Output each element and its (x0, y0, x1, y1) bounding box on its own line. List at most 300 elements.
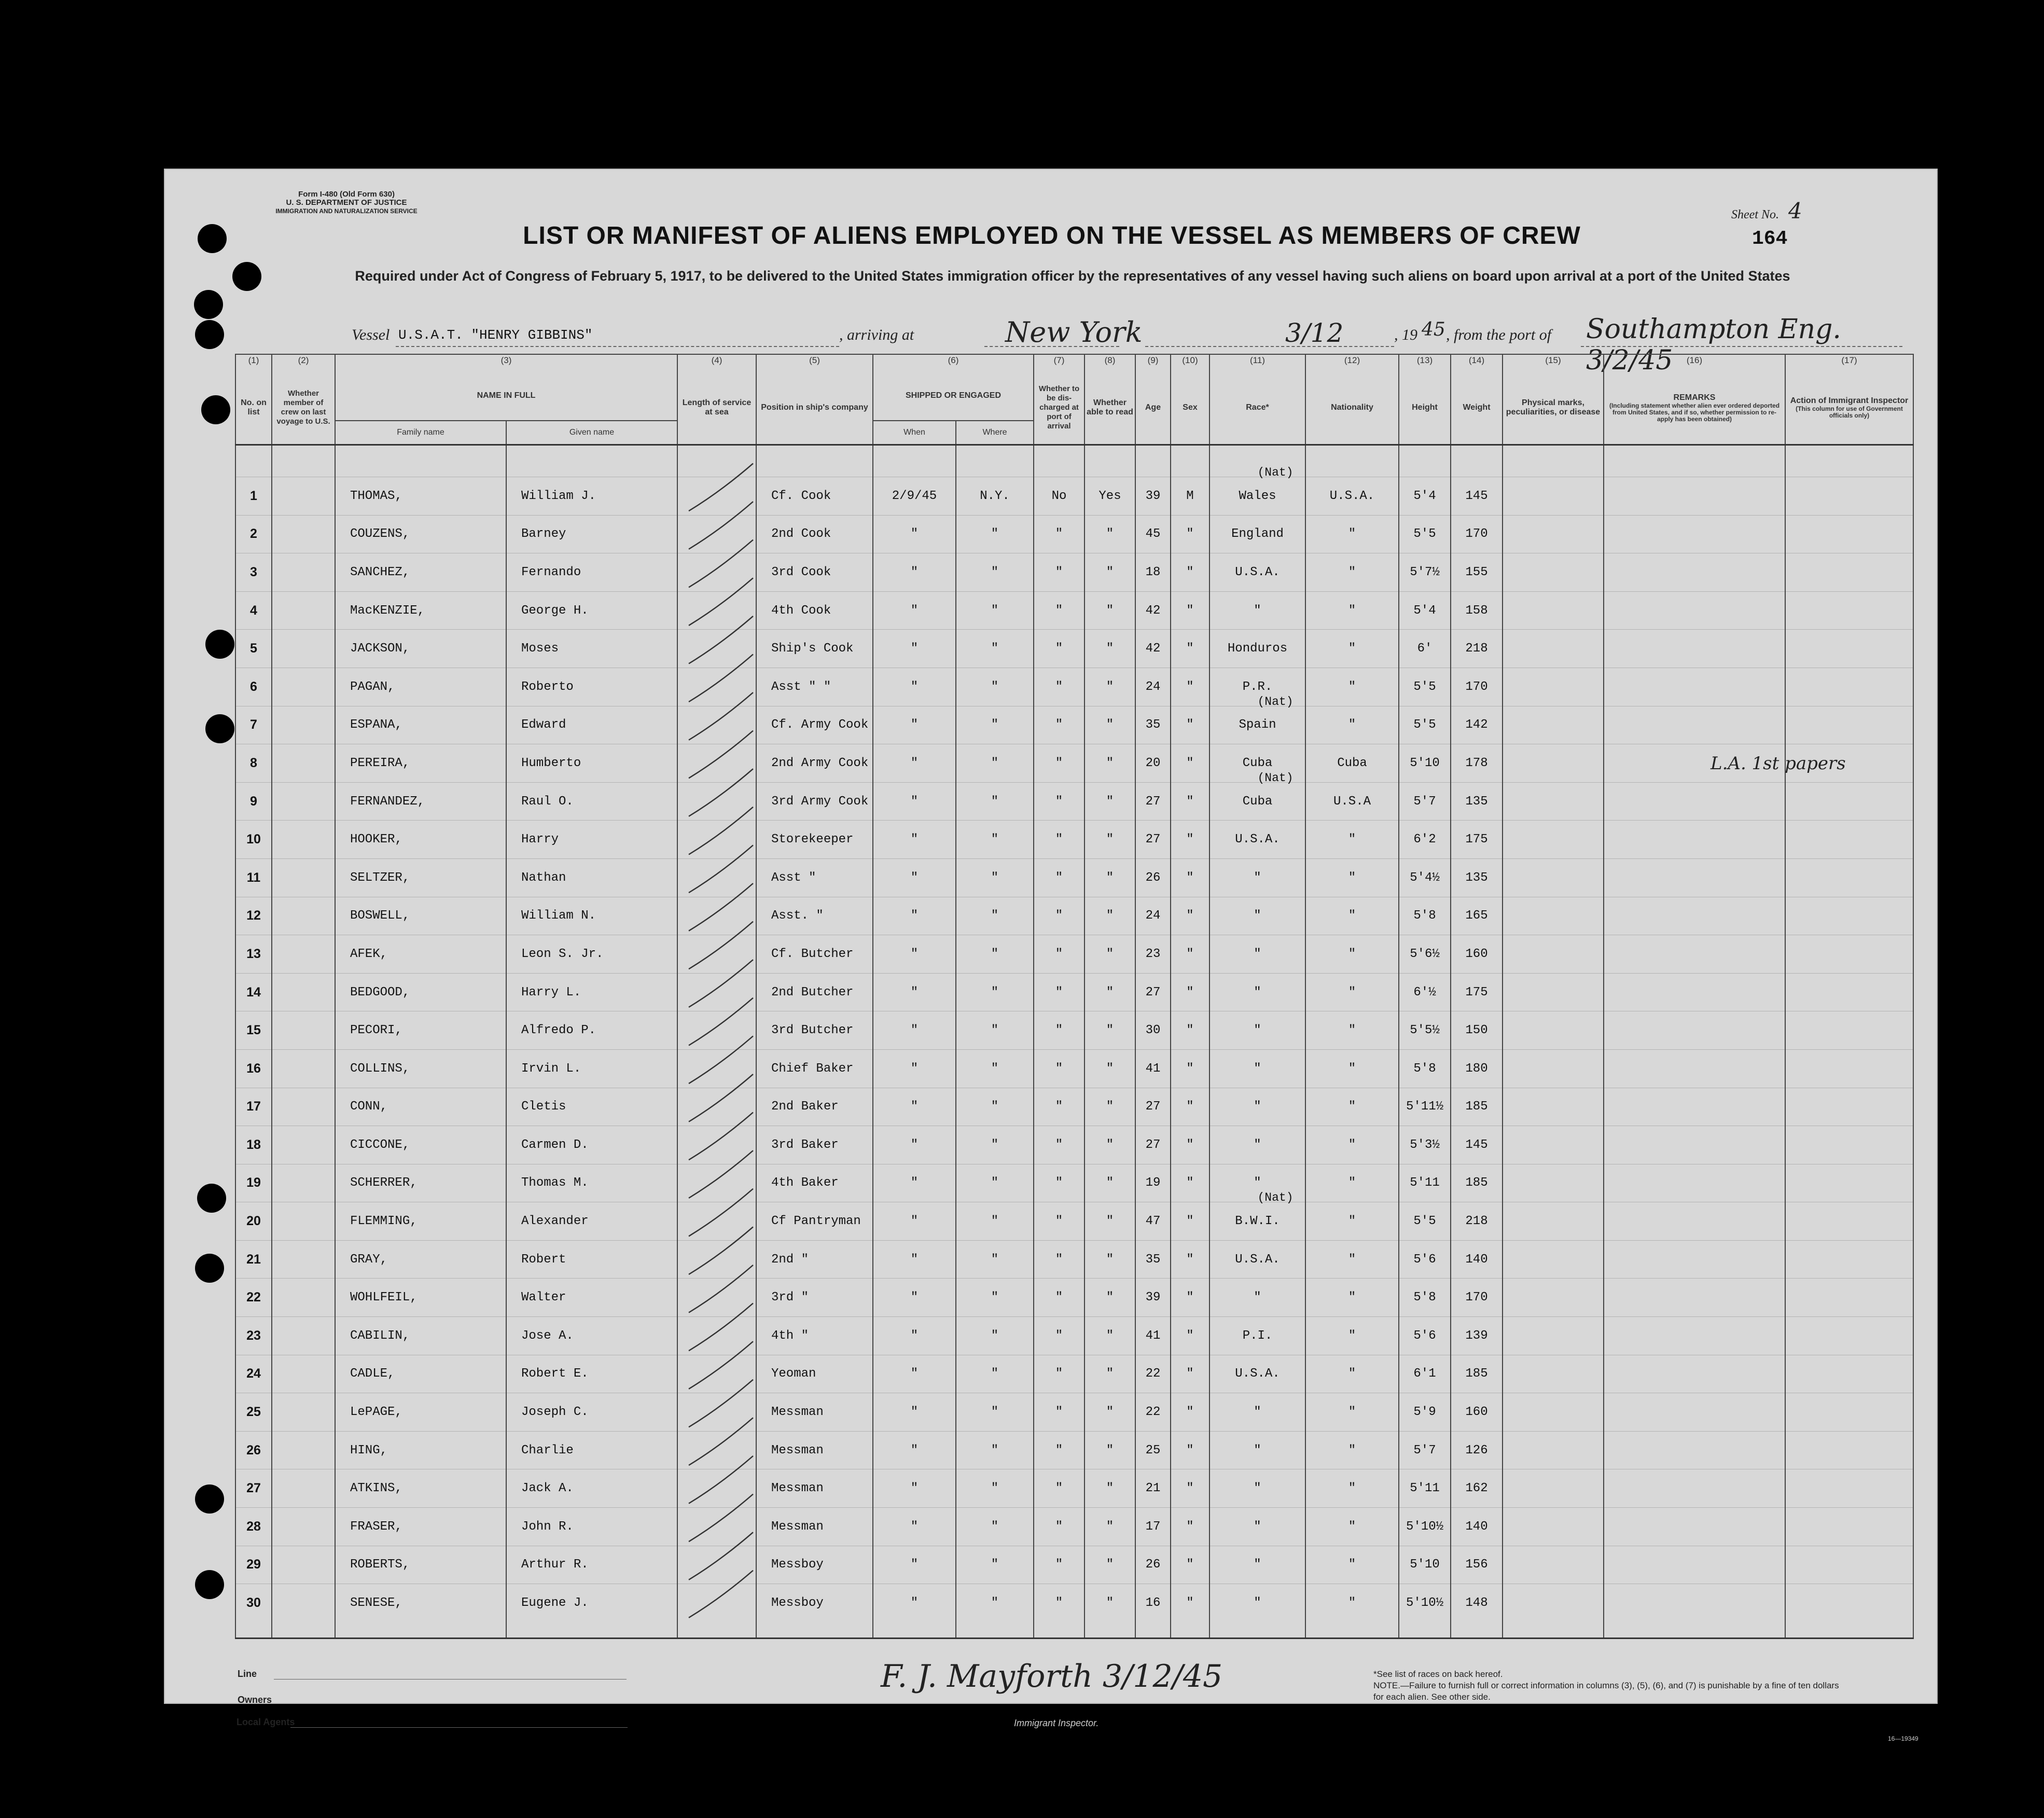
col-num: (17) (1785, 354, 1913, 371)
position-text: 3rd Butcher (771, 1023, 854, 1038)
race-text: " (1254, 1481, 1261, 1496)
age-text: 23 (1145, 947, 1161, 961)
col-num: (13) (1399, 354, 1451, 371)
given-name-text: Humberto (521, 756, 581, 770)
age-text: 22 (1145, 1367, 1161, 1381)
family-name-text: SELTZER, (350, 870, 410, 885)
age-text: 27 (1145, 794, 1161, 809)
row-number-text: 25 (246, 1405, 261, 1420)
sex-text: " (1186, 565, 1194, 579)
position-text: 3rd Cook (771, 565, 831, 579)
age-text: 27 (1145, 832, 1161, 847)
header-race: Race* (1209, 371, 1305, 445)
able-to-read-text: " (1106, 832, 1114, 847)
row-number-text: 2 (250, 526, 257, 542)
sex-text: " (1186, 1100, 1194, 1114)
age-text: 27 (1145, 1100, 1161, 1114)
sex-text: " (1186, 1290, 1194, 1305)
given-name-text: Alfredo P. (521, 1023, 596, 1038)
discharged-text: " (1055, 870, 1063, 885)
shipped-when-text: 2/9/45 (892, 489, 937, 503)
shipped-when-text: " (910, 1481, 919, 1496)
shipped-when-text: " (910, 679, 919, 694)
sex-text: " (1186, 1596, 1194, 1611)
height-text: 5'5 (1413, 1214, 1436, 1229)
shipped-when-text: " (910, 718, 919, 732)
weight-text: 160 (1465, 1405, 1488, 1420)
discharged-text: " (1055, 1061, 1063, 1076)
check-mark (689, 654, 753, 702)
able-to-read-text: " (1106, 1519, 1114, 1534)
nationality-text: " (1348, 642, 1356, 656)
row-number-text: 20 (246, 1214, 261, 1229)
nationality-text: " (1348, 1481, 1356, 1496)
departure-port: Southampton Eng. 3/2/45 (1586, 314, 1841, 376)
header-length-of-service: Length of service at sea (677, 371, 756, 445)
age-text: 41 (1145, 1328, 1161, 1343)
shipped-when-text: " (910, 1405, 919, 1420)
sheet-number: 4 (1788, 198, 1802, 224)
race-text: " (1254, 603, 1261, 618)
sex-text: " (1186, 870, 1194, 885)
sex-text: " (1186, 985, 1194, 1000)
nationality-text: " (1348, 1023, 1356, 1038)
position-text: 2nd Army Cook (771, 756, 869, 770)
row-number-text: 15 (246, 1023, 261, 1038)
weight-text: 145 (1465, 489, 1488, 503)
discharged-text: " (1055, 1137, 1063, 1152)
given-name-text: Barney (521, 527, 566, 542)
nationality-text: " (1348, 1328, 1356, 1343)
form-number: Form I-480 (Old Form 630) (298, 190, 395, 199)
nationality-text: " (1348, 1596, 1356, 1611)
height-text: 5'7 (1413, 1443, 1436, 1458)
footer-agents-label: Local Agents (237, 1717, 295, 1727)
row-number-text: 9 (250, 794, 257, 809)
age-text: 35 (1145, 1252, 1161, 1267)
given-name-text: Fernando (521, 565, 581, 579)
given-name-text: Walter (521, 1290, 566, 1305)
row-number-text: 28 (246, 1519, 261, 1534)
nationality-text: " (1348, 985, 1356, 1000)
able-to-read-text: " (1106, 756, 1114, 770)
able-to-read-text: " (1106, 909, 1114, 923)
shipped-where-text: " (991, 603, 999, 618)
position-text: 2nd " (771, 1252, 809, 1267)
family-name-text: GRAY, (350, 1252, 388, 1267)
sex-text: " (1186, 1519, 1194, 1534)
age-text: 26 (1145, 870, 1161, 885)
race-text: " (1254, 1290, 1261, 1305)
discharged-text: " (1055, 832, 1063, 847)
height-text: 5'5 (1413, 718, 1436, 732)
position-text: Ship's Cook (771, 642, 854, 656)
sex-text: " (1186, 756, 1194, 770)
height-text: 5'6 (1413, 1328, 1436, 1343)
height-text: 5'8 (1413, 1290, 1436, 1305)
position-text: 2nd Butcher (771, 985, 854, 1000)
discharged-text: " (1055, 1481, 1063, 1496)
age-text: 19 (1145, 1176, 1161, 1190)
footnote-penalty: NOTE.—Failure to furnish full or correct information in columns (3), (5), (6), and (7) is punishable by a fine of ten dollars for each alien. See other side. (1373, 1681, 1839, 1702)
header-family-name: Family name (335, 421, 506, 445)
given-name-text: Edward (521, 718, 566, 732)
inspector-note: (This column for use of Government officials only) (1796, 405, 1903, 419)
header-when: When (873, 421, 956, 445)
weight-text: 160 (1465, 947, 1488, 961)
weight-text: 185 (1465, 1100, 1488, 1114)
nationality-text: " (1348, 1290, 1356, 1305)
col-num: (14) (1451, 354, 1503, 371)
weight-text: 158 (1465, 603, 1488, 618)
family-name-text: CICCONE, (350, 1137, 410, 1152)
position-text: Chief Baker (771, 1061, 854, 1076)
sex-text: " (1186, 679, 1194, 694)
check-mark (689, 1532, 753, 1580)
discharged-text: " (1055, 565, 1063, 579)
race-text: " (1254, 1558, 1261, 1572)
row-number-text: 23 (246, 1328, 261, 1343)
race-text: Spain (1239, 718, 1276, 732)
family-name-text: CADLE, (350, 1367, 395, 1381)
age-text: 22 (1145, 1405, 1161, 1420)
check-mark (689, 578, 753, 626)
able-to-read-text: " (1106, 679, 1114, 694)
sex-text: " (1186, 1214, 1194, 1229)
shipped-when-text: " (910, 1290, 919, 1305)
sex-text: " (1186, 642, 1194, 656)
given-name-text: George H. (521, 603, 589, 618)
height-text: 5'7 (1413, 794, 1436, 809)
family-name-text: SCHERRER, (350, 1176, 418, 1190)
header-name-in-full: NAME IN FULL (335, 371, 677, 421)
shipped-where-text: " (991, 718, 999, 732)
check-mark (689, 1380, 753, 1427)
weight-text: 148 (1465, 1596, 1488, 1611)
race-text: Honduros (1227, 642, 1288, 656)
race-text: P.R. (1242, 679, 1273, 694)
discharged-text: " (1055, 1405, 1063, 1420)
position-text: 4th " (771, 1328, 809, 1343)
sex-text: " (1186, 1443, 1194, 1458)
discharged-text: " (1055, 947, 1063, 961)
given-name-text: Moses (521, 642, 559, 656)
shipped-where-text: " (991, 909, 999, 923)
page-subtitle: Required under Act of Congress of February 5, 1917, to be delivered to the United States immigration officer by the representatives of any vessel having such aliens on board upon arrival at a port of the United States (355, 268, 1790, 284)
check-mark (689, 883, 753, 931)
race-text: England (1231, 527, 1284, 542)
row-number-text: 17 (246, 1099, 261, 1114)
able-to-read-text: " (1106, 1176, 1114, 1190)
col-num: (6) (873, 354, 1034, 371)
nationality-text: " (1348, 603, 1356, 618)
sex-text: " (1186, 1176, 1194, 1190)
family-name-text: CONN, (350, 1100, 388, 1114)
discharged-text: " (1055, 756, 1063, 770)
family-name-text: PEREIRA, (350, 756, 410, 770)
sex-text: " (1186, 1023, 1194, 1038)
nationality-text: " (1348, 1100, 1356, 1114)
row-number-text: 4 (250, 603, 257, 618)
shipped-when-text: " (910, 1252, 919, 1267)
shipped-where-text: " (991, 947, 999, 961)
check-mark (689, 1456, 753, 1504)
service-name: IMMIGRATION AND NATURALIZATION SERVICE (275, 207, 418, 215)
given-name-text: William J. (521, 489, 596, 503)
row-number-text: 19 (246, 1175, 261, 1190)
position-text: Messman (771, 1481, 824, 1496)
age-text: 27 (1145, 1137, 1161, 1152)
family-name-text: FRASER, (350, 1519, 402, 1534)
discharged-text: " (1055, 1596, 1063, 1611)
footnote-block (1373, 1669, 1840, 1703)
shipped-where-text: " (991, 1023, 999, 1038)
age-text: 17 (1145, 1519, 1161, 1534)
header-weight: Weight (1451, 371, 1503, 445)
discharged-text: " (1055, 679, 1063, 694)
weight-text: 135 (1465, 794, 1488, 809)
height-text: 5'9 (1413, 1405, 1436, 1420)
weight-text: 156 (1465, 1558, 1488, 1572)
given-name-text: Arthur R. (521, 1558, 589, 1572)
family-name-text: FLEMMING, (350, 1214, 418, 1229)
position-text: Asst " (771, 870, 816, 885)
height-text: 5'8 (1413, 1061, 1436, 1076)
race-text: Cuba (1242, 756, 1273, 770)
nationality-text: " (1348, 1443, 1356, 1458)
age-text: 16 (1145, 1596, 1161, 1611)
check-mark (689, 1113, 753, 1160)
check-mark (689, 922, 753, 969)
check-mark (689, 960, 753, 1007)
position-text: Asst " " (771, 679, 831, 694)
shipped-when-text: " (910, 1519, 919, 1534)
given-name-text: Harry (521, 832, 559, 847)
able-to-read-text: " (1106, 1252, 1114, 1267)
shipped-where-text: " (991, 1558, 999, 1572)
shipped-where-text: " (991, 1214, 999, 1229)
race-text: U.S.A. (1235, 1252, 1280, 1267)
height-text: 5'5 (1413, 679, 1436, 694)
height-text: 5'4½ (1410, 870, 1440, 885)
shipped-when-text: " (910, 870, 919, 885)
sex-text: " (1186, 603, 1194, 618)
height-text: 5'11 (1410, 1176, 1440, 1190)
check-mark (689, 1303, 753, 1351)
family-name-text: COUZENS, (350, 527, 410, 542)
discharged-text: " (1055, 1023, 1063, 1038)
shipped-when-text: " (910, 794, 919, 809)
able-to-read-text: " (1106, 1596, 1114, 1611)
family-name-text: ESPANA, (350, 718, 402, 732)
given-name-text: Cletis (521, 1100, 566, 1114)
height-text: 5'5 (1413, 527, 1436, 542)
shipped-when-text: " (910, 1328, 919, 1343)
year-prefix: , 19 (1394, 326, 1417, 343)
family-name-text: THOMAS, (350, 489, 402, 503)
row-number-text: 6 (250, 679, 257, 694)
weight-text: 162 (1465, 1481, 1488, 1496)
nationality-text: U.S.A. (1329, 489, 1375, 503)
row-number-text: 27 (246, 1481, 261, 1496)
race-text: " (1254, 1061, 1261, 1076)
shipped-where-text: " (991, 870, 999, 885)
remarks-note: (Including statement whether alien ever ordered deported from United States, and if so, whether permission to re-apply has been obtained) (1609, 401, 1780, 423)
height-text: 6' (1417, 642, 1433, 656)
row-number-text: 21 (246, 1252, 261, 1267)
able-to-read-text: " (1106, 1290, 1114, 1305)
family-name-text: ROBERTS, (350, 1558, 410, 1572)
header-given-name: Given name (506, 421, 677, 445)
check-mark (689, 1494, 753, 1542)
check-mark (689, 731, 753, 779)
col-num: (8) (1084, 354, 1135, 371)
given-name-text: Thomas M. (521, 1176, 589, 1190)
position-text: Messboy (771, 1558, 824, 1572)
race-note: (Nat) (1257, 466, 1294, 479)
row-number-text: 10 (246, 832, 261, 847)
inspector-title: Action of Immigrant Inspector (1790, 396, 1909, 405)
race-text: B.W.I. (1235, 1214, 1280, 1229)
shipped-where-text: " (991, 1252, 999, 1267)
col-num: (5) (756, 354, 873, 371)
shipped-when-text: " (910, 1596, 919, 1611)
able-to-read-text: " (1106, 1137, 1114, 1152)
position-text: 4th Baker (771, 1176, 839, 1190)
race-text: " (1254, 1519, 1261, 1534)
col-num: (9) (1135, 354, 1171, 371)
position-text: Messman (771, 1405, 824, 1420)
given-name-text: William N. (521, 909, 596, 923)
sex-text: " (1186, 1481, 1194, 1496)
row-number-text: 12 (246, 908, 261, 923)
weight-text: 139 (1465, 1328, 1488, 1343)
weight-text: 170 (1465, 527, 1488, 542)
sex-text: " (1186, 1328, 1194, 1343)
sex-text: " (1186, 794, 1194, 809)
position-text: Cf. Cook (771, 489, 831, 503)
family-name-text: HOOKER, (350, 832, 402, 847)
weight-text: 150 (1465, 1023, 1488, 1038)
check-mark (689, 1189, 753, 1237)
row-number-text: 18 (246, 1137, 261, 1152)
shipped-where-text: " (991, 1596, 999, 1611)
shipped-where-text: " (991, 1519, 999, 1534)
weight-text: 142 (1465, 718, 1488, 732)
header-list-number: No. on list (235, 371, 272, 445)
nationality-text: " (1348, 679, 1356, 694)
shipped-when-text: " (910, 1367, 919, 1381)
nationality-text: " (1348, 1137, 1356, 1152)
from-label: , from the port of (1446, 326, 1552, 343)
able-to-read-text: " (1106, 718, 1114, 732)
position-text: Cf Pantryman (771, 1214, 861, 1229)
family-name-text: MacKENZIE, (350, 603, 425, 618)
header-previous-voyage: Whether member of crew on last voyage to U.S. (272, 371, 335, 445)
check-mark (689, 464, 753, 511)
weight-text: 175 (1465, 985, 1488, 1000)
arriving-port: New York (1005, 316, 1143, 349)
height-text: 5'7½ (1410, 565, 1440, 579)
footer-line-label: Line (238, 1669, 257, 1679)
age-text: 26 (1145, 1558, 1161, 1572)
age-text: 18 (1145, 565, 1161, 579)
shipped-when-text: " (910, 756, 919, 770)
check-mark (689, 845, 753, 893)
discharged-text: " (1055, 1367, 1063, 1381)
race-text: " (1254, 1443, 1261, 1458)
race-text: U.S.A. (1235, 1367, 1280, 1381)
race-text: " (1254, 870, 1261, 885)
discharged-text: " (1055, 1519, 1063, 1534)
position-text: Messboy (771, 1596, 824, 1611)
nationality-text: " (1348, 947, 1356, 961)
family-name-text: WOHLFEIL, (350, 1290, 418, 1305)
department-name: U. S. DEPARTMENT OF JUSTICE (286, 198, 407, 207)
height-text: 5'11 (1410, 1481, 1440, 1496)
family-name-text: SANCHEZ, (350, 565, 410, 579)
row-number-text: 13 (246, 946, 261, 961)
shipped-when-text: " (910, 985, 919, 1000)
able-to-read-text: " (1106, 1214, 1114, 1229)
height-text: 5'8 (1413, 909, 1436, 923)
given-name-text: Robert (521, 1252, 566, 1267)
arrival-year: 45 (1422, 319, 1445, 340)
sex-text: " (1186, 1061, 1194, 1076)
sheet-label: Sheet No. (1731, 208, 1779, 221)
able-to-read-text: " (1106, 1367, 1114, 1381)
check-mark (689, 1265, 753, 1313)
row-number-text: 16 (246, 1061, 261, 1076)
age-text: 39 (1145, 1290, 1161, 1305)
discharged-text: " (1055, 985, 1063, 1000)
sex-text: " (1186, 1137, 1194, 1152)
discharged-text: " (1055, 1252, 1063, 1267)
height-text: 6'½ (1413, 985, 1436, 1000)
weight-text: 218 (1465, 1214, 1488, 1229)
given-name-text: Jack A. (521, 1481, 574, 1496)
sex-text: " (1186, 1558, 1194, 1572)
age-text: 39 (1145, 489, 1161, 503)
height-text: 5'10½ (1406, 1519, 1443, 1534)
nationality-text: " (1348, 1061, 1356, 1076)
position-text: 2nd Baker (771, 1100, 839, 1114)
age-text: 45 (1145, 527, 1161, 542)
able-to-read-text: " (1106, 1443, 1114, 1458)
header-position: Position in ship's company (756, 371, 873, 445)
shipped-where-text: " (991, 565, 999, 579)
height-text: 5'10 (1410, 756, 1440, 770)
position-text: 3rd " (771, 1290, 809, 1305)
able-to-read-text: " (1106, 870, 1114, 885)
position-text: 3rd Army Cook (771, 794, 869, 809)
race-text: Cuba (1242, 794, 1273, 809)
sex-text: " (1186, 947, 1194, 961)
height-text: 5'10 (1410, 1558, 1440, 1572)
nationality-text: " (1348, 870, 1356, 885)
able-to-read-text: " (1106, 1558, 1114, 1572)
race-note: (Nat) (1257, 695, 1294, 709)
given-name-text: Carmen D. (521, 1137, 589, 1152)
nationality-text: " (1348, 527, 1356, 542)
discharged-text: " (1055, 1290, 1063, 1305)
position-text: Messman (771, 1443, 824, 1458)
row-number-text: 29 (246, 1557, 261, 1572)
position-text: Cf. Butcher (771, 947, 854, 961)
row-number-text: 7 (250, 717, 257, 732)
sex-text: " (1186, 832, 1194, 847)
discharged-text: " (1055, 1176, 1063, 1190)
